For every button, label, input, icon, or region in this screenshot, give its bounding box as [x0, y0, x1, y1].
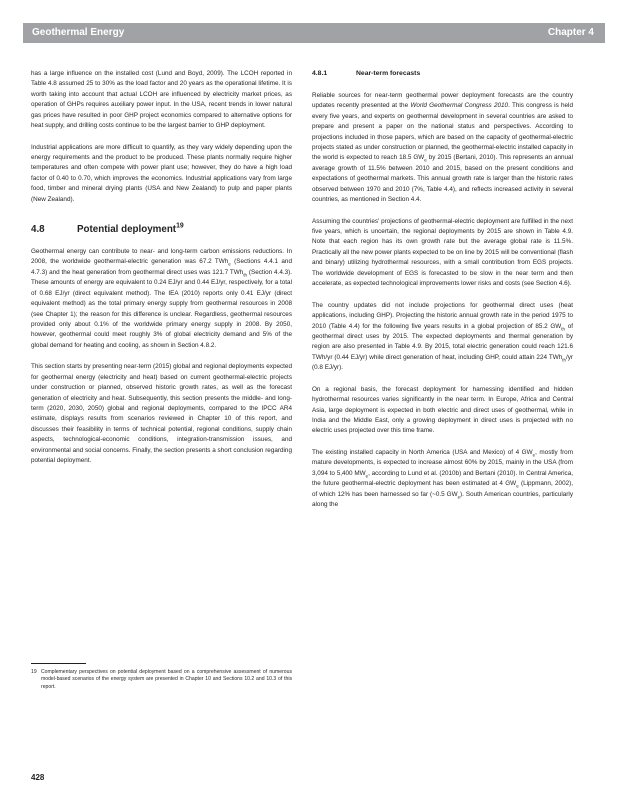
subsection-number: 4.8.1	[312, 70, 328, 77]
header-title: Geothermal Energy	[32, 27, 125, 38]
running-header	[23, 23, 605, 43]
subsection-heading	[312, 69, 573, 79]
paragraph: Geothermal energy can contribute to near- and long-term carbon emissions reductions. In 2008, the worldwide geothermal-electric generation was 67.2 TWh$_e$ (Sections 4.4.1 and 4.7.3) and the heat generation from geothermal direct uses was 121.7 TWh$_{th}$ (Section 4.4.3). These amounts of energy are equivalent to 0.24 EJ/yr and 0.44 EJ/yr, respectively, for a total of 0.68 EJ/yr (direct equivalent method). The IEA (2010) reports only 0.41 EJ/yr (direct equivalent method) as the total primary energy supply from geothermal resources in 2008 (see Chapter 1); the reason for this difference is unclear. Regardless, geothermal resources provided only about 0.1% of the worldwide primary energy supply in 2008. By 2050, however, geothermal could meet roughly 3% of global electricity demand and 5% of the global demand for heating and cooling, as shown in Section 4.8.2.	[31, 248, 293, 349]
paragraph: has a large influence on the installed cost (Lund and Boyd, 2009). The LCOH reported in Table 4.8 assumed 25 to 30% as the load factor and 20 years as the operational lifetime. It is worth taking into account that actual LCOH are influenced by electricity market prices, as operation of GHPs requires auxiliary power input. In the USA, recent trends in lower natural gas prices have resulted in poor GHP project economics compared to alternative options for heat supply, and drilling costs continue to be the largest barrier to GHP deployment.	[31, 70, 292, 130]
footnote-text: Complementary perspectives on potential deployment based on a comprehensive assessment of numerous model-based scenarios of the energy system are presented in Chapter 10 and Sections 10.2 and 10.3 of this report.	[41, 669, 292, 690]
paragraph: Reliable sources for near-term geothermal power deployment forecasts are the country updates recently presented at the World Geothermal Congress 2010. This congress is held every five years, and experts on geothermal development in several countries are asked to prepare and present a paper on the national status and perspectives. According to projections included in those papers, which are based on the capacity of geothermal-electric projects stated as under construction or planned, the geothermal-electric installed capacity in the world is expected to reach 18.5 $GW_e$ by 2015 (Bertani, 2010). This represents an annual average growth of 11.5% between 2010 and 2015, based on the present conditions and expectations of geothermal markets. This annual growth rate is larger than the historic rates observed between 1970 and 2010 (7%, Table 4.4), and reflects increased activity in several countries, as mentioned in Section 4.4.	[312, 92, 573, 204]
section-number: 4.8	[31, 224, 45, 236]
paragraph: The existing installed capacity in North America (USA and Mexico) of 4 $GW_e$, mostly from mature developments, is expected to increase almost 60% by 2015, mainly in the USA (from 3,094 to 5,400 $MW_e$, according to Lund et al. (2010b) and Bertani (2010). In Central America, the future geothermal-electric deployment has been estimated at 4 $GW_e$ (Lippmann, 2002), of which 12% has been harnessed so far (~0.5 $GW_e$). South American countries, particularly along the	[312, 448, 574, 508]
paragraph: Assuming the countries' projections of geothermal-electric deployment are fulfilled in the next five years, which is uncertain, the regional deployments by 2015 are shown in Table 4.9. Note that each region has its own growth rate but the average global rate is 11.5%. Practically all the new power plants expected to be on line by 2015 will be conventional (flash and binary) utilizing hydrothermal resources, with a small contribution from EGS projects. The worldwide development of EGS is forecasted to be slow in the near term and then accelerate, as expected technological improvements lower risks and costs (see Section 4.6).	[312, 217, 573, 288]
paragraph: The country updates did not include projections for geothermal direct uses (heat applications, including GHP). Projecting the historic annual growth rate in the period 1975 to 2010 (Table 4.4) for the following five years results in a global projection of 85.2 $GW_{th}$ of geothermal direct uses by 2015. The expected deployments and thermal generation by region are also presented in Table 4.9. By 2015, total electric generation could reach 121.6 TWh/yr (0.44 EJ/yr) while direct generation of heat, including GHP, could attain 224 TWh$_{th}$/yr (0.8 EJ/yr).	[312, 301, 573, 372]
paragraph: This section starts by presenting near-term (2015) global and regional deployments expected for geothermal energy (electricity and heat) based on current geothermal-electric projects under construction or planned, observed historic growth rates, as well as the forecast generation of electricity and heat. Subsequently, this section presents the middle- and long-term (2020, 2030, 2050) global and regional deployments, compared to the IPCC AR4 estimate, displays results from scenarios reviewed in Chapter 10 of this report, and discusses their feasibility in terms of technical potential, regional conditions, supply chain aspects, technological-economic conditions, integration-transmission issues, and environmental and social concerns. Finally, the section presents a short conclusion regarding potential deployment.	[31, 363, 292, 464]
paragraph: On a regional basis, the forecast deployment for harnessing identified and hidden hydrothermal resources varies significantly in the near term. In Europe, Africa and Central Asia, large deployment is expected in both electric and direct uses of geothermal, while in India and the Middle East, only a growing deployment in direct uses is projected with no electric uses projected over this time frame.	[312, 385, 573, 435]
page-number: 428	[31, 773, 45, 782]
footnote-divider	[31, 663, 86, 664]
footnote-number: 19	[31, 669, 37, 675]
footnote	[31, 669, 292, 691]
right-column	[312, 69, 573, 510]
header-chapter: Chapter 4	[547, 27, 594, 38]
section-title: Potential deployment	[77, 224, 177, 236]
left-column	[31, 69, 292, 466]
footnote-ref: 19	[176, 222, 184, 230]
subsection-title: Near-term forecasts	[356, 70, 421, 77]
paragraph: Industrial applications are more difficult to quantify, as they vary widely depending upon the energy requirements and the product to be produced. These plants normally require higher temperatures and often compete with power plant use; however, they do have a high load factor of 0.40 to 0.70, which improves the economics. Industrial applications vary from large food, timber and mineral drying plants (USA and New Zealand) to pulp and paper plants (New Zealand).	[31, 143, 292, 203]
section-heading	[31, 224, 292, 236]
